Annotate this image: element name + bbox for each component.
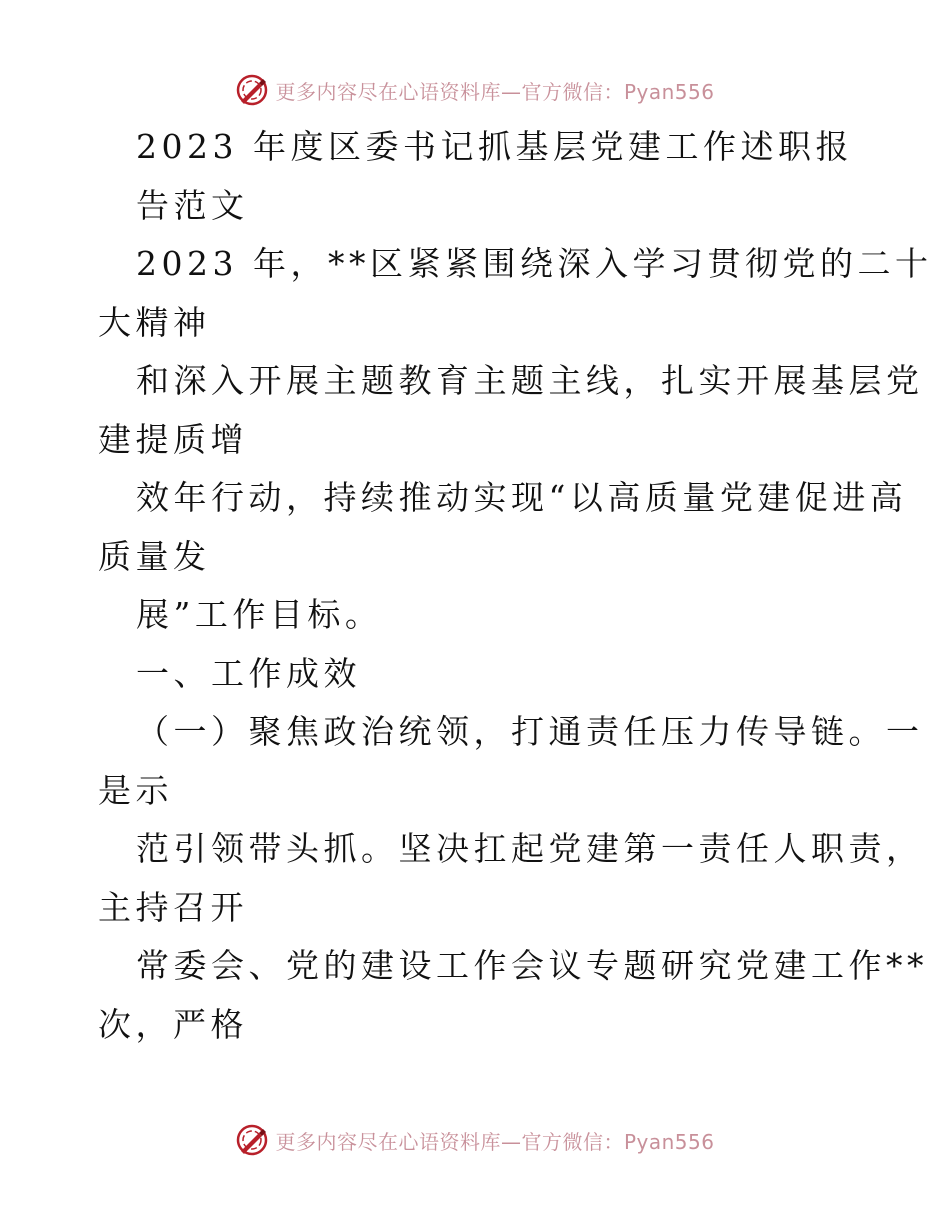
- pen-logo-icon: [235, 73, 269, 107]
- text-line: 主持召开: [98, 887, 248, 927]
- text-line: 是示: [98, 770, 173, 810]
- text-line: （一）聚焦政治统领，打通责任压力传导链。一: [136, 712, 924, 751]
- text-line: 建提质增: [98, 419, 248, 459]
- document-body: [98, 118, 933, 1054]
- text-line: 大精神: [98, 302, 211, 342]
- watermark-text: 更多内容尽在心语资料库—官方微信：Pyan556: [275, 79, 715, 104]
- text-line: 范引领带头抓。坚决扛起党建第一责任人职责，: [136, 829, 924, 868]
- text-line: 2023 年，**区紧紧围绕深入学习贯彻党的二十: [136, 244, 933, 283]
- text-line: 2023 年度区委书记抓基层党建工作述职报: [136, 127, 853, 166]
- text-line: 和深入开展主题教育主题主线，扎实开展基层党: [136, 361, 924, 400]
- text-line: 次，严格: [98, 1004, 248, 1044]
- text-line: 一、工作成效: [136, 653, 361, 693]
- text-line: 质量发: [98, 536, 211, 576]
- text-line: 效年行动，持续推动实现“以高质量党建促进高: [136, 478, 908, 517]
- watermark-text: 更多内容尽在心语资料库—官方微信：Pyan556: [275, 1129, 715, 1154]
- header-watermark: [0, 70, 950, 110]
- text-line: 告范文: [136, 185, 249, 225]
- footer-watermark: [0, 1120, 950, 1160]
- text-line: 展”工作目标。: [136, 595, 383, 634]
- pen-logo-icon: [235, 1123, 269, 1157]
- text-line: 常委会、党的建设工作会议专题研究党建工作**: [136, 946, 928, 985]
